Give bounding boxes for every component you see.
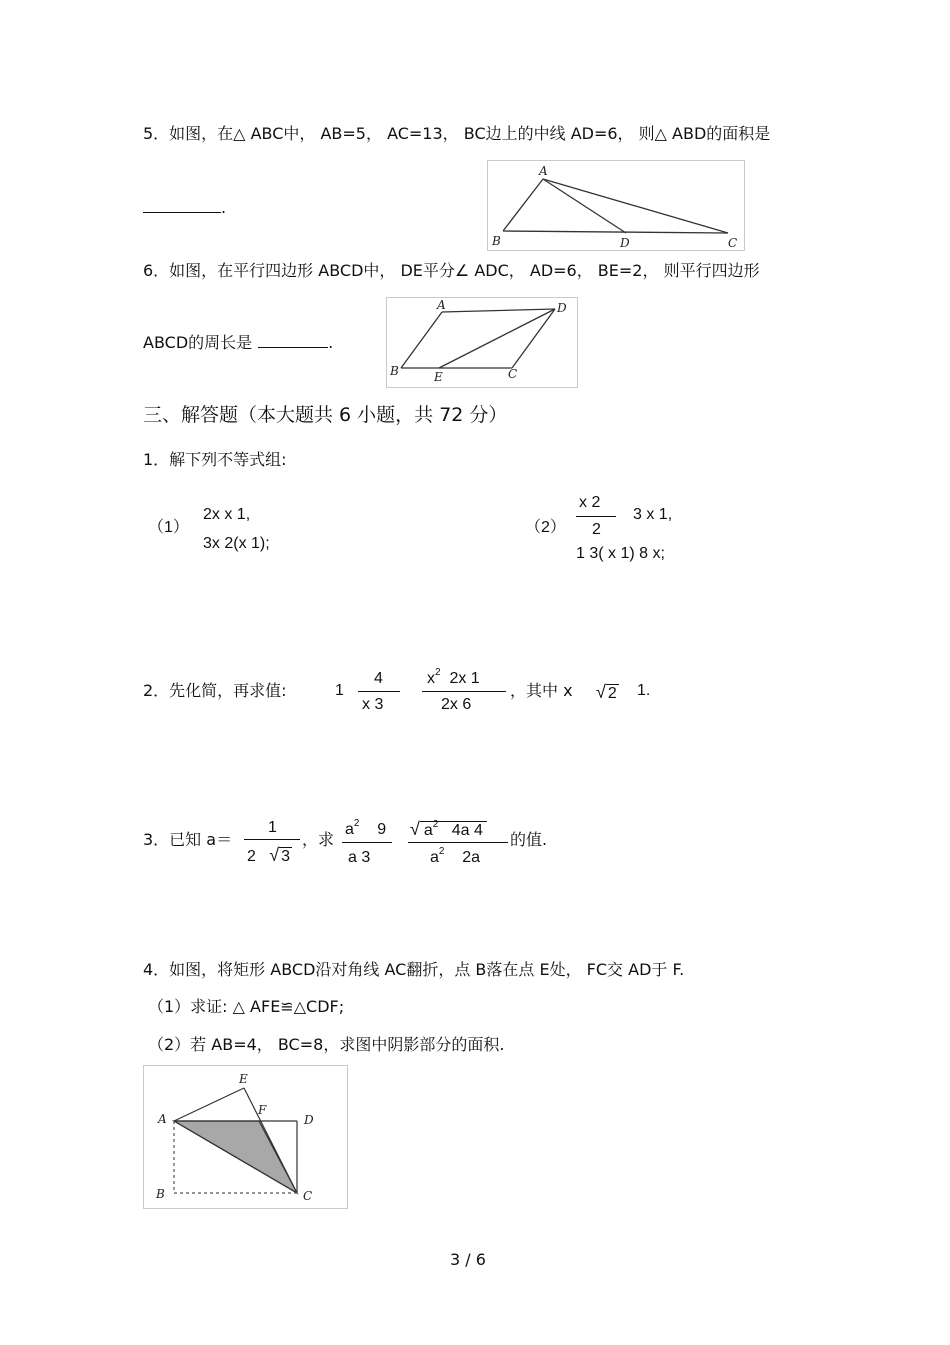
sqrt-sign: √ bbox=[269, 845, 280, 865]
p3-f3-num-exp: 2 bbox=[432, 819, 439, 830]
p3-f1-bar bbox=[244, 839, 300, 840]
p3-f3-num-rest: 4a 4 bbox=[451, 822, 483, 839]
q6-text-cont: ABCD的周长是 bbox=[143, 333, 253, 352]
p3-f2-num-rest: 9 bbox=[377, 821, 387, 838]
q6-label-c: C bbox=[508, 367, 518, 381]
p3-f3-radicand bbox=[420, 821, 487, 839]
p3-prefix: 3．已知 a＝ bbox=[143, 830, 233, 849]
p3-tail: 的值. bbox=[510, 830, 548, 849]
p4-figure bbox=[143, 1065, 348, 1209]
p2-f2-num-exp: 2 bbox=[435, 667, 441, 678]
p2-f1-bar bbox=[358, 691, 400, 692]
p3-f3-num bbox=[410, 820, 487, 839]
p4-label-e: E bbox=[239, 1072, 248, 1086]
p3-f2-num bbox=[345, 818, 387, 838]
p2-mid: ，其中 x bbox=[510, 681, 573, 700]
p2-f2-num-var: x bbox=[427, 670, 435, 687]
page-number: 3 / 6 bbox=[450, 1250, 486, 1269]
p2-prefix: 2．先化简，再求值: bbox=[143, 681, 287, 700]
sqrt-sign: √ bbox=[596, 682, 606, 702]
p3-f3-num-var: a bbox=[423, 822, 433, 839]
p4-label-f: F bbox=[258, 1103, 267, 1117]
answer-blank[interactable] bbox=[143, 198, 221, 213]
p3-f1-den-int: 2 bbox=[247, 848, 256, 865]
p3-f3-den-rest: 2a bbox=[462, 849, 481, 866]
p3-f3-den-exp: 2 bbox=[438, 846, 445, 857]
q5-label-c: C bbox=[728, 236, 738, 250]
p2-f2-bar bbox=[422, 691, 506, 692]
p4-sub1: （1）求证: △ AFE≌△CDF; bbox=[148, 997, 345, 1016]
p3-f2-bar bbox=[342, 842, 392, 843]
q6-label-b: B bbox=[390, 364, 399, 378]
p1-part1-line1: 2x x 1, bbox=[203, 506, 251, 523]
p4-label-d: D bbox=[304, 1113, 314, 1127]
p2-tail: 1. bbox=[637, 682, 651, 699]
p4-sub2: （2）若 AB=4， BC=8，求图中阴影部分的面积. bbox=[148, 1035, 505, 1054]
section-title: 三、解答题（本大题共 6 小题，共 72 分） bbox=[143, 404, 508, 426]
p4-text: 4．如图，将矩形 ABCD沿对角线 AC翻折，点 B落在点 E处， FC交 AD于 F. bbox=[143, 960, 685, 979]
sqrt-sign: √ bbox=[410, 819, 420, 839]
p2-f1-num: 4 bbox=[374, 670, 383, 687]
p2-f2-num bbox=[427, 667, 480, 687]
q6-label-d: D bbox=[557, 301, 567, 315]
p3-f1-den-sqrt: 3 bbox=[281, 848, 291, 865]
p4-label-c: C bbox=[303, 1189, 313, 1203]
p2-f2-den: 2x 6 bbox=[441, 696, 472, 713]
q6-period: . bbox=[328, 333, 334, 352]
q6-label-a: A bbox=[437, 298, 446, 312]
p3-f2-num-exp: 2 bbox=[353, 818, 360, 829]
p3-mid: ，求 bbox=[302, 830, 335, 849]
q6-label-e: E bbox=[434, 370, 443, 384]
q5-answer-line bbox=[143, 198, 226, 216]
p1-part1-label: （1） bbox=[148, 519, 189, 536]
p1-part2-label: （2） bbox=[525, 519, 566, 536]
p2-f1-den: x 3 bbox=[362, 696, 384, 713]
p4-label-a: A bbox=[158, 1112, 167, 1126]
p1-part2-den: 2 bbox=[592, 521, 601, 538]
p1-part1-line2: 3x 2(x 1); bbox=[203, 535, 270, 552]
q6-text: 6．如图，在平行四边形 ABCD中， DE平分∠ ADC， AD=6， BE=2， 则平行四边形 bbox=[143, 261, 760, 280]
p2-one: 1 bbox=[335, 682, 344, 699]
p3-f3-den-var: a bbox=[430, 849, 439, 866]
p1-text: 1．解下列不等式组: bbox=[143, 450, 287, 469]
p2-sqrt bbox=[596, 683, 619, 702]
q5-label-b: B bbox=[492, 234, 501, 248]
p3-f3-bar bbox=[408, 842, 508, 843]
p2-sqrt-value: 2 bbox=[607, 685, 617, 702]
p3-f2-den: a 3 bbox=[348, 849, 371, 866]
q6-figure bbox=[386, 297, 578, 388]
p3-f1-num: 1 bbox=[268, 819, 277, 836]
p3-f2-num-var: a bbox=[345, 821, 354, 838]
q5-label-d: D bbox=[620, 236, 630, 250]
q5-text: 5．如图，在△ ABC中， AB=5， AC=13， BC边上的中线 AD=6， 则△ ABD的面积是 bbox=[143, 124, 771, 143]
p4-label-b: B bbox=[156, 1187, 165, 1201]
p1-part2-fraction-bar bbox=[576, 516, 616, 517]
answer-blank[interactable] bbox=[258, 333, 328, 348]
q5-figure bbox=[487, 160, 745, 251]
p2-f2-num-rest: 2x 1 bbox=[449, 670, 480, 687]
p3-f1-den bbox=[247, 846, 292, 865]
p1-part2-after: 3 x 1, bbox=[633, 506, 673, 523]
q5-period: . bbox=[221, 198, 227, 217]
p1-part2-line2: 1 3( x 1) 8 x; bbox=[576, 545, 665, 562]
p1-part2-num: x 2 bbox=[579, 494, 601, 511]
q5-label-a: A bbox=[539, 164, 548, 178]
p3-f3-den bbox=[430, 846, 481, 866]
q6-answer-line bbox=[143, 333, 333, 351]
